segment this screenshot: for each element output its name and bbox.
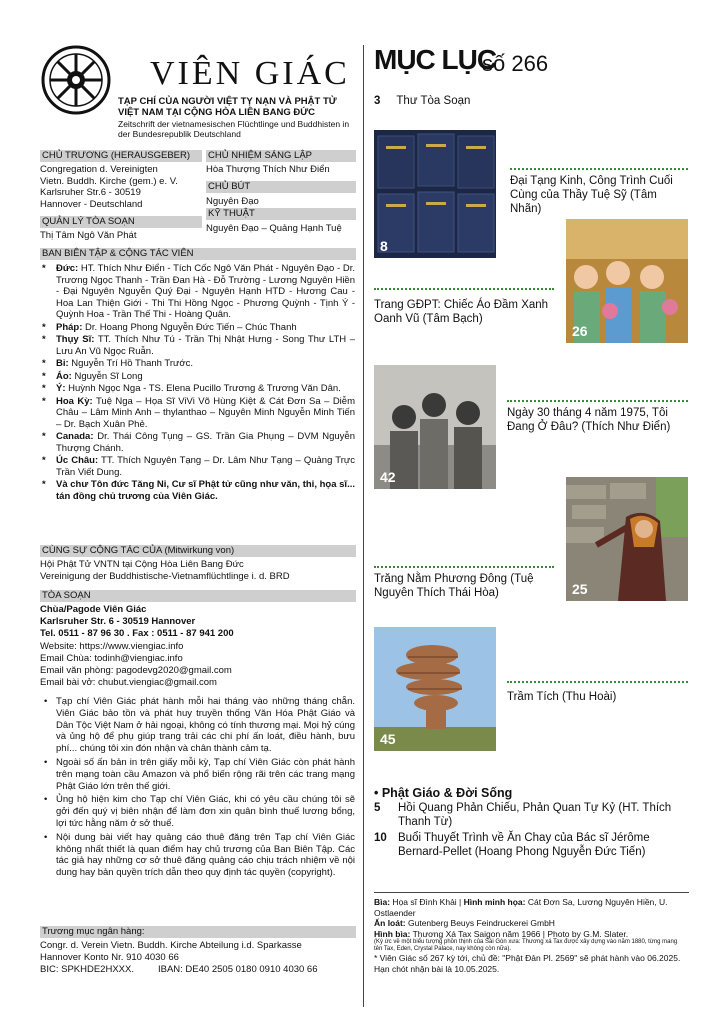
photo-page-badge: 26 bbox=[572, 323, 588, 339]
toc-item[interactable] bbox=[374, 831, 690, 859]
board-entry bbox=[40, 358, 355, 370]
toc-issue-number: số 266 bbox=[482, 51, 549, 76]
bank-codes bbox=[40, 964, 358, 976]
office-email-link[interactable]: Email Chùa: todinh@viengiac.info bbox=[40, 652, 183, 664]
office-website-link[interactable]: Website: https://www.viengiac.info bbox=[40, 640, 184, 652]
credits-divider bbox=[374, 892, 689, 893]
toc-item-title: Thư Tòa Soạn bbox=[396, 95, 471, 107]
board-entry bbox=[40, 322, 355, 334]
office-phone: Tel. 0511 - 87 96 30 . Fax : 0511 - 87 941 200 bbox=[40, 628, 234, 640]
chu-nhiem-header: CHỦ NHIỆM SÁNG LẬP bbox=[206, 150, 356, 162]
feature-photo-rock[interactable] bbox=[374, 627, 496, 751]
board-region: Pháp: bbox=[56, 321, 83, 333]
magazine-brand: VIÊN GIÁC bbox=[150, 55, 350, 92]
bank-iban: IBAN: DE40 2505 0180 0910 4030 66 bbox=[157, 964, 318, 975]
dotted-separator bbox=[507, 400, 688, 402]
ky-thuat-value: Nguyên Đạo – Quảng Hạnh Tuệ bbox=[206, 223, 342, 234]
books-illustration bbox=[374, 130, 496, 258]
toc-feature-title[interactable]: Trăng Nằm Phương Đông (Tuệ Nguyên Thích Thái Hòa) bbox=[374, 573, 534, 599]
credits-label: Ấn loát: bbox=[374, 918, 406, 928]
board-entry bbox=[40, 371, 355, 383]
credits-value: Cát Đơn Sa, Lương Nguyên Hiền, U. Ostlaender bbox=[374, 897, 668, 918]
chu-truong-line: Hannover - Deutschland bbox=[40, 198, 143, 210]
board-entry bbox=[40, 479, 355, 502]
board-region: Thụy Sĩ: bbox=[56, 334, 95, 345]
credits-value: Họa sĩ Đình Khải | bbox=[390, 897, 462, 907]
board-members: TT. Thích Nguyên Tạng – Dr. Lâm Như Tạng – Quảng Trực Trần Viết Dung. bbox=[56, 455, 355, 478]
credits-label: Bìa: bbox=[374, 897, 391, 907]
board-members: Tuệ Nga – Họa Sĩ ViVi Võ Hùng Kiệt & Cát Đơn Sa – Diễm Châu – Lâm Minh Anh – thylanthao – Nguyên Minh Nguyễn Minh Tiến – Dr. Bạch Xuân Phẻ. bbox=[56, 395, 355, 430]
feature-photo-children[interactable] bbox=[566, 219, 688, 343]
quan-ly-header: QUẢN LÝ TÒA SOẠN bbox=[40, 216, 202, 228]
board-members: TT. Thích Như Tú - Trần Thị Nhật Hưng - Song Thư LTH – Lưu An Vũ Ngọc Ruẫn. bbox=[56, 334, 355, 357]
office-block bbox=[40, 604, 356, 689]
chu-truong-line: Congregation d. Vereinigten bbox=[40, 164, 158, 175]
toc-feature-title[interactable]: Đại Tạng Kinh, Công Trình Cuối Cùng của Thầy Tuệ Sỹ (Tâm Nhãn) bbox=[510, 175, 673, 215]
dotted-separator bbox=[374, 566, 554, 568]
credits-next-issue: * Viên Giác số 267 kỳ tới, chủ đề: "Phật Đản Pl. 2569" sẽ phát hành vào 06.2025. Hạn chót nhận bài là 10.05.2025. bbox=[374, 953, 681, 974]
credits-label: Hình minh họa: bbox=[461, 897, 526, 907]
chu-but-value: Nguyên Đạo bbox=[206, 196, 259, 207]
board-entry bbox=[40, 396, 355, 431]
board-members: Nguyễn Sĩ Long bbox=[71, 370, 143, 382]
chu-but-header: CHỦ BÚT bbox=[206, 181, 356, 193]
cooperation-line: Hội Phật Tử VNTN tại Cộng Hòa Liên Bang Đức bbox=[40, 559, 244, 570]
ky-thuat-header: KỸ THUẬT bbox=[206, 208, 356, 220]
board-members: Nguyễn Trí Hồ Thanh Trước. bbox=[68, 358, 194, 369]
board-members: Huỳnh Ngọc Nga - TS. Elena Pucillo Trương & Trương Văn Dân. bbox=[65, 383, 341, 394]
board-entry bbox=[40, 455, 355, 478]
bank-line: Congr. d. Verein Vietn. Buddh. Kirche Abteilung i.d. Sparkasse bbox=[40, 940, 302, 951]
board-region: Áo: bbox=[56, 370, 72, 382]
chu-truong-line: Karlsruher Str.6 - 30519 bbox=[40, 187, 141, 198]
note-item: • Tạp chí Viên Giác phát hành mỗi hai tháng vào những tháng chẵn. Viên Giác bảo tồn và phát huy truyền thống Văn Hóa Phật Giáo và Dân Tộc Việt Nam ở hải ngoại, không có tính thương mại. Mọi hỷ cúng và ủng hộ để phụ giúp trang trải các chi phí ấn loát, điều hành, bưu phí... chúng tôi xin đón nhận và chân thành cảm tạ. bbox=[40, 696, 355, 755]
board-region: Úc Châu: bbox=[56, 455, 99, 466]
editorial-board-header: BAN BIÊN TẬP & CỘNG TÁC VIÊN bbox=[40, 248, 356, 260]
toc-item[interactable] bbox=[374, 94, 470, 108]
cooperation-block bbox=[40, 559, 356, 582]
dotted-separator bbox=[374, 288, 554, 290]
board-members: Dr. Hoang Phong Nguyễn Đức Tiến – Chúc Thanh bbox=[82, 321, 297, 333]
toc-page-number: 5 bbox=[374, 802, 381, 814]
note-item: • Ngoài số ấn bản in trên giấy mỗi kỳ, Tạp chí Viên Giác còn phát hành trên mạng toàn cầu Amazon và phổ biến rộng rãi trên các trang mạng Phật Giáo lớn trên thế giới. bbox=[40, 757, 355, 792]
credits-cover-note: (Ký ức về một biểu tượng phồn thịnh của Sài Gòn xưa: Thương xá Tax được xây dựng vào năm 1880, từng mang tên Tax, Eden, Crystal Palace, nay không còn nữa). bbox=[374, 939, 678, 952]
photo-page-badge: 8 bbox=[380, 238, 388, 254]
toc-item[interactable] bbox=[374, 801, 690, 829]
toc-page-number: 10 bbox=[374, 832, 387, 844]
toc-feature-title[interactable]: Trang GĐPT: Chiếc Áo Đầm Xanh Oanh Vũ (Tâm Bạch) bbox=[374, 299, 549, 325]
board-region: Canada: bbox=[56, 431, 94, 442]
toc-section-heading: • Phật Giáo & Đời Sống bbox=[374, 786, 513, 800]
board-region: Đức: bbox=[56, 263, 79, 274]
credits-cover-line bbox=[374, 897, 686, 918]
column-divider bbox=[363, 45, 364, 1007]
board-region: Hoa Kỳ: bbox=[56, 395, 93, 407]
board-region: Ý: bbox=[56, 383, 66, 394]
bank-bic: BIC: SPKHDE2HXXX. bbox=[40, 964, 134, 975]
bank-header: Trương mục ngân hàng: bbox=[40, 926, 356, 938]
board-entry bbox=[40, 263, 355, 321]
editorial-board-list bbox=[40, 263, 355, 503]
toc-item-title: Hồi Quang Phản Chiếu, Phản Quan Tự Kỷ (HT. Thích Thanh Từ) bbox=[398, 802, 672, 828]
toc-title: MỤC LỤC bbox=[374, 44, 497, 75]
bank-block bbox=[40, 940, 358, 976]
office-name: Chùa/Pagode Viên Giác bbox=[40, 604, 147, 615]
dotted-separator bbox=[510, 168, 688, 170]
notes-list bbox=[40, 696, 355, 881]
toc-feature-title[interactable]: Trầm Tích (Thu Hoài) bbox=[507, 691, 617, 703]
board-entry bbox=[40, 383, 355, 395]
board-region: Bỉ: bbox=[56, 358, 69, 369]
dotted-separator bbox=[507, 681, 688, 683]
bank-line: Hannover Konto Nr. 910 4030 66 bbox=[40, 952, 179, 963]
photo-page-badge: 45 bbox=[380, 731, 396, 747]
credits-value: Gutenberg Beuys Feindruckerei GmbH bbox=[405, 918, 555, 928]
feature-photo-nun[interactable] bbox=[566, 477, 688, 601]
office-email-link[interactable]: Email văn phòng: pagodevg2020@gmail.com bbox=[40, 665, 232, 677]
chu-truong-line: Vietn. Buddh. Kirche (gem.) e. V. bbox=[40, 175, 178, 187]
dharma-wheel-logo-icon bbox=[40, 44, 112, 116]
credits-cover-photo-line bbox=[374, 929, 686, 940]
photo-page-badge: 25 bbox=[572, 581, 588, 597]
office-header: TÒA SOẠN bbox=[40, 590, 356, 602]
credits-print-line bbox=[374, 918, 686, 929]
photo-page-badge: 42 bbox=[380, 469, 396, 485]
chu-truong-header: CHỦ TRƯƠNG (HERAUSGEBER) bbox=[40, 150, 202, 162]
toc-feature-title[interactable]: Ngày 30 tháng 4 năm 1975, Tôi Đang Ở Đâu? (Thích Như Điển) bbox=[507, 407, 671, 433]
chu-nhiem-value: Hòa Thượng Thích Như Điển bbox=[206, 164, 330, 175]
toc-page-number: 3 bbox=[374, 95, 381, 107]
office-email-link[interactable]: Email bài vở: chubut.viengiac@gmail.com bbox=[40, 677, 217, 689]
note-item: • Nội dung bài viết hay quảng cáo thuê đăng trên Tạp chí Viên Giác không nhất thiết là quan điểm hay chủ trương của Ban Biên Tập. Các tác giả hay những cơ sở thuê đăng quảng cáo chịu trách nhiệm về nội dung hay bản quyền trích dẫn theo quy định tác quyền (copyright). bbox=[40, 832, 355, 879]
office-address: Karlsruher Str. 6 - 30519 Hannover bbox=[40, 616, 196, 628]
board-closing: Và chư Tôn đức Tăng Ni, Cư sĩ Phật tử cũng như văn, thi, họa sĩ... tán đồng chủ trương của Viên Giác. bbox=[56, 479, 355, 502]
credits-label: Hình bìa: bbox=[374, 928, 411, 939]
credits-block bbox=[374, 897, 686, 974]
feature-photo-books[interactable] bbox=[374, 130, 496, 258]
quan-ly-value: Thị Tâm Ngô Văn Phát bbox=[40, 230, 137, 241]
board-entry bbox=[40, 334, 355, 357]
board-members: HT. Thích Như Điển - Tích Cốc Ngô Văn Phát - Nguyên Đạo - Dr. Trương Ngọc Thanh - Trần Đan Hà - Đỗ Trường - Lương Nguyên Hiền - Đại Nguyên Nguyễn Quý Đại - Nguyên Hạnh HTD - Hương Cau - Hoa Lan Thiện Giới - Thi Thi Hồng Ngọc - Phương Quỳnh - Tịnh Ý - Quỳnh Hoa - Trần Thế Thi - Hoàng Quân. bbox=[56, 263, 355, 320]
board-entry bbox=[40, 431, 355, 454]
cooperation-header: CÙNG SỰ CỘNG TÁC CỦA (Mitwirkung von) bbox=[40, 545, 356, 557]
feature-photo-family[interactable] bbox=[374, 365, 496, 489]
toc-item-title: Buổi Thuyết Trình về Ăn Chay của Bác sĩ Jérôme Bernard-Pellet (Hoang Phong Nguyễn Đức Tiến) bbox=[398, 832, 650, 858]
board-members: Dr. Thái Công Tụng – GS. Trần Gia Phụng – DVM Nguyễn Thượng Chánh. bbox=[56, 431, 355, 454]
subtitle-german: Zeitschrift der vietnamesischen Flüchtlinge und Buddhisten in der Bundesrepublik Deutschland bbox=[118, 119, 350, 139]
credits-value: Thương Xá Tax Saigon năm 1966 | Photo by G.M. Slater. bbox=[410, 928, 629, 939]
subtitle-vietnamese: TẠP CHÍ CỦA NGƯỜI VIỆT TỴ NẠN VÀ PHẬT TỬ VIỆT NAM TẠI CỘNG HÒA LIÊN BANG ĐỨC bbox=[118, 96, 337, 118]
cooperation-line: Vereinigung der Buddhistische-Vietnamflüchtlinge i. d. BRD bbox=[40, 570, 290, 582]
note-item: • Ủng hộ hiện kim cho Tạp chí Viên Giác, khi có yêu cầu chúng tôi sẽ gởi đến quý vị biên nhận để làm đơn xin quân bình thuế lương bổng, lợi tức hằng năm ở sở thuế. bbox=[40, 794, 355, 829]
chu-truong-block bbox=[40, 164, 200, 210]
